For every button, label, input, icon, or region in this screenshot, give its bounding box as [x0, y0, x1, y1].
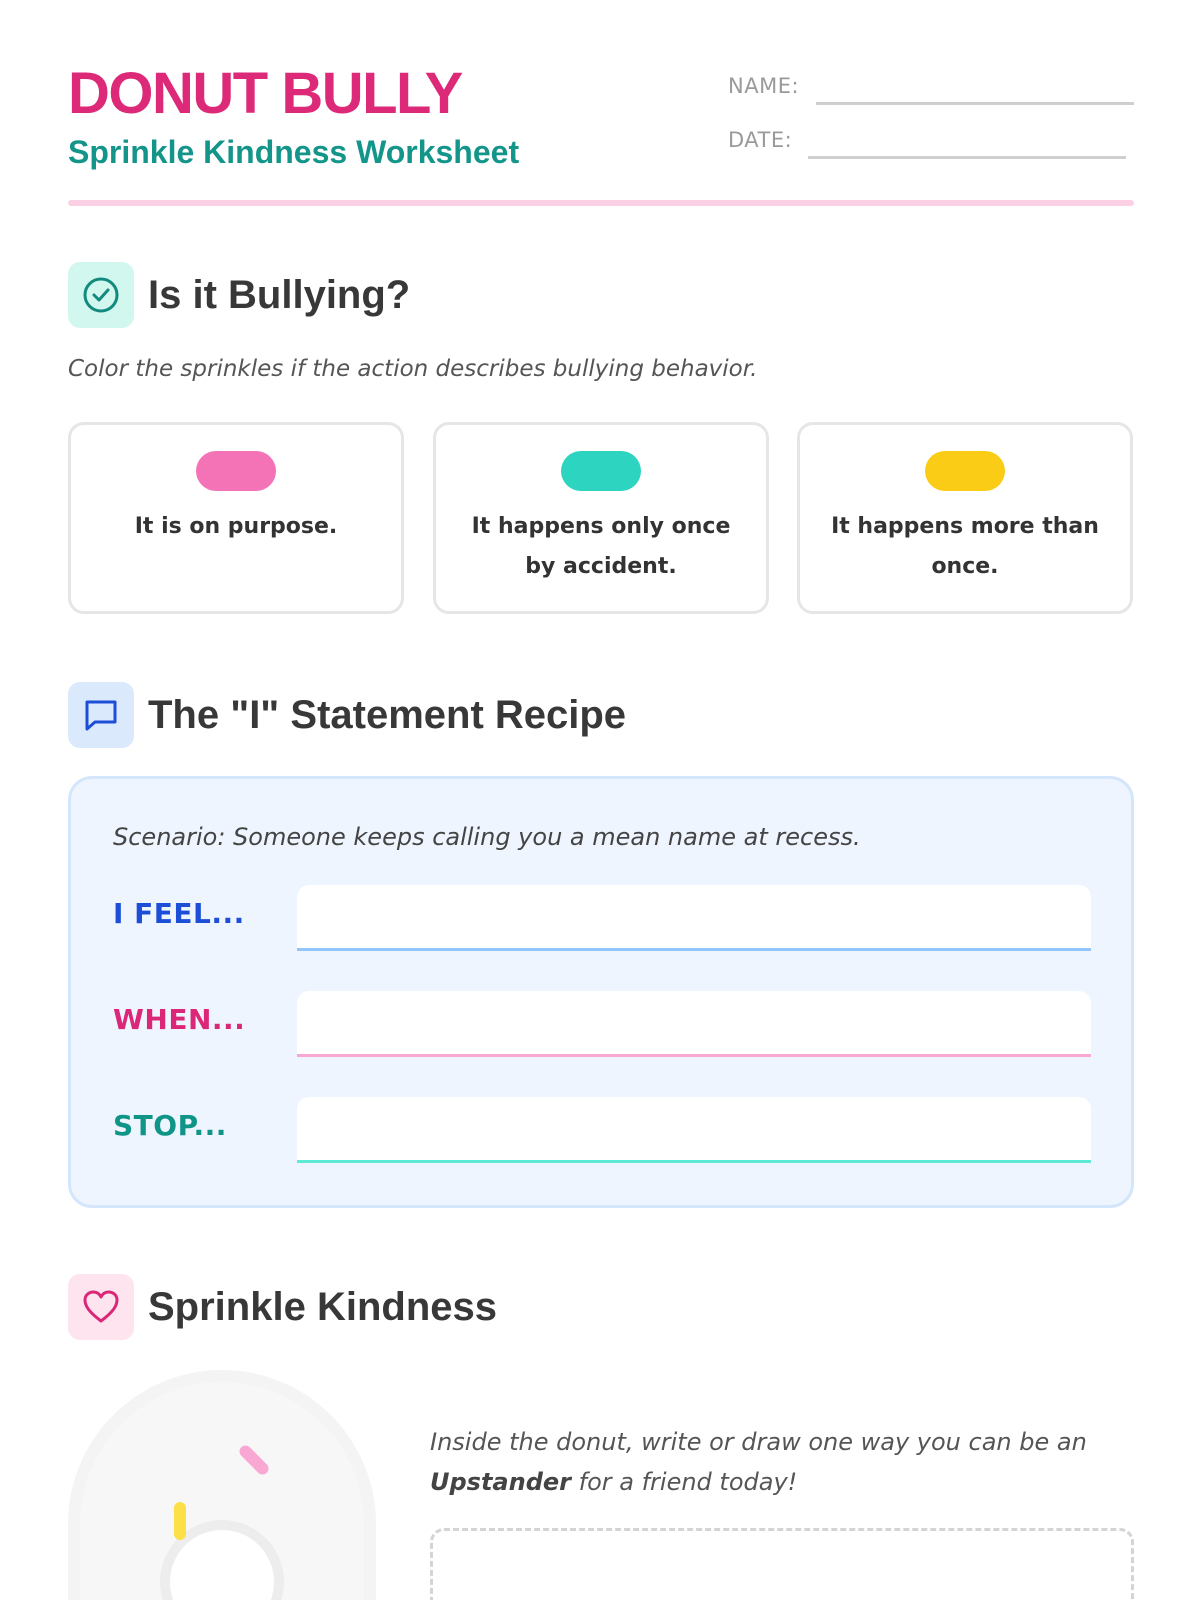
header-divider — [68, 200, 1134, 206]
bullying-card — [797, 422, 1133, 614]
sprinkle-yellow — [174, 1502, 186, 1540]
when-input[interactable] — [297, 991, 1091, 1057]
section-kindness-header — [68, 1274, 1134, 1340]
section-statement-title: The "I" Statement Recipe — [148, 693, 627, 737]
date-field[interactable] — [808, 156, 1126, 159]
heart-icon — [68, 1274, 134, 1340]
section-bullying-title: Is it Bullying? — [148, 273, 411, 317]
kindness-answer-box[interactable] — [430, 1528, 1134, 1600]
i-feel-label: I FEEL... — [113, 897, 245, 930]
sprinkle-yellow[interactable] — [925, 451, 1005, 491]
name-label: NAME: — [728, 74, 800, 98]
name-field[interactable] — [816, 102, 1134, 105]
bullying-instruction: Color the sprinkles if the action describes bullying behavior. — [68, 356, 758, 382]
bullying-card — [433, 422, 769, 614]
bullying-card — [68, 422, 404, 614]
i-feel-input[interactable] — [297, 885, 1091, 951]
date-label: DATE: — [728, 128, 793, 152]
card-text: It happens more than once. — [831, 514, 1099, 579]
speech-bubble-icon — [68, 682, 134, 748]
kindness-instruction — [430, 1422, 1130, 1502]
page-subtitle: Sprinkle Kindness Worksheet — [68, 134, 520, 170]
when-label: WHEN... — [113, 1003, 246, 1036]
donut-drawing-area[interactable] — [68, 1370, 376, 1600]
stop-label: STOP... — [113, 1109, 227, 1142]
stop-input[interactable] — [297, 1097, 1091, 1163]
worksheet-header — [68, 62, 1134, 208]
sprinkle-pink[interactable] — [196, 451, 276, 491]
page-title: DONUT BULLY — [68, 61, 462, 126]
check-circle-icon — [68, 262, 134, 328]
sprinkle-teal[interactable] — [561, 451, 641, 491]
kindness-instruction-text: Inside the donut, write or draw one way you can be an — [430, 1428, 1087, 1456]
statement-recipe-box — [68, 776, 1134, 1208]
kindness-instruction-text-end: for a friend today! — [571, 1468, 798, 1496]
card-text: It happens only once by accident. — [471, 514, 731, 579]
section-bullying-header — [68, 262, 1134, 328]
card-text: It is on purpose. — [134, 514, 338, 539]
section-kindness-title: Sprinkle Kindness — [148, 1285, 497, 1329]
upstander-word: Upstander — [430, 1468, 571, 1496]
section-statement-header — [68, 682, 1134, 748]
scenario-text: Scenario: Someone keeps calling you a mean name at recess. — [113, 823, 861, 851]
